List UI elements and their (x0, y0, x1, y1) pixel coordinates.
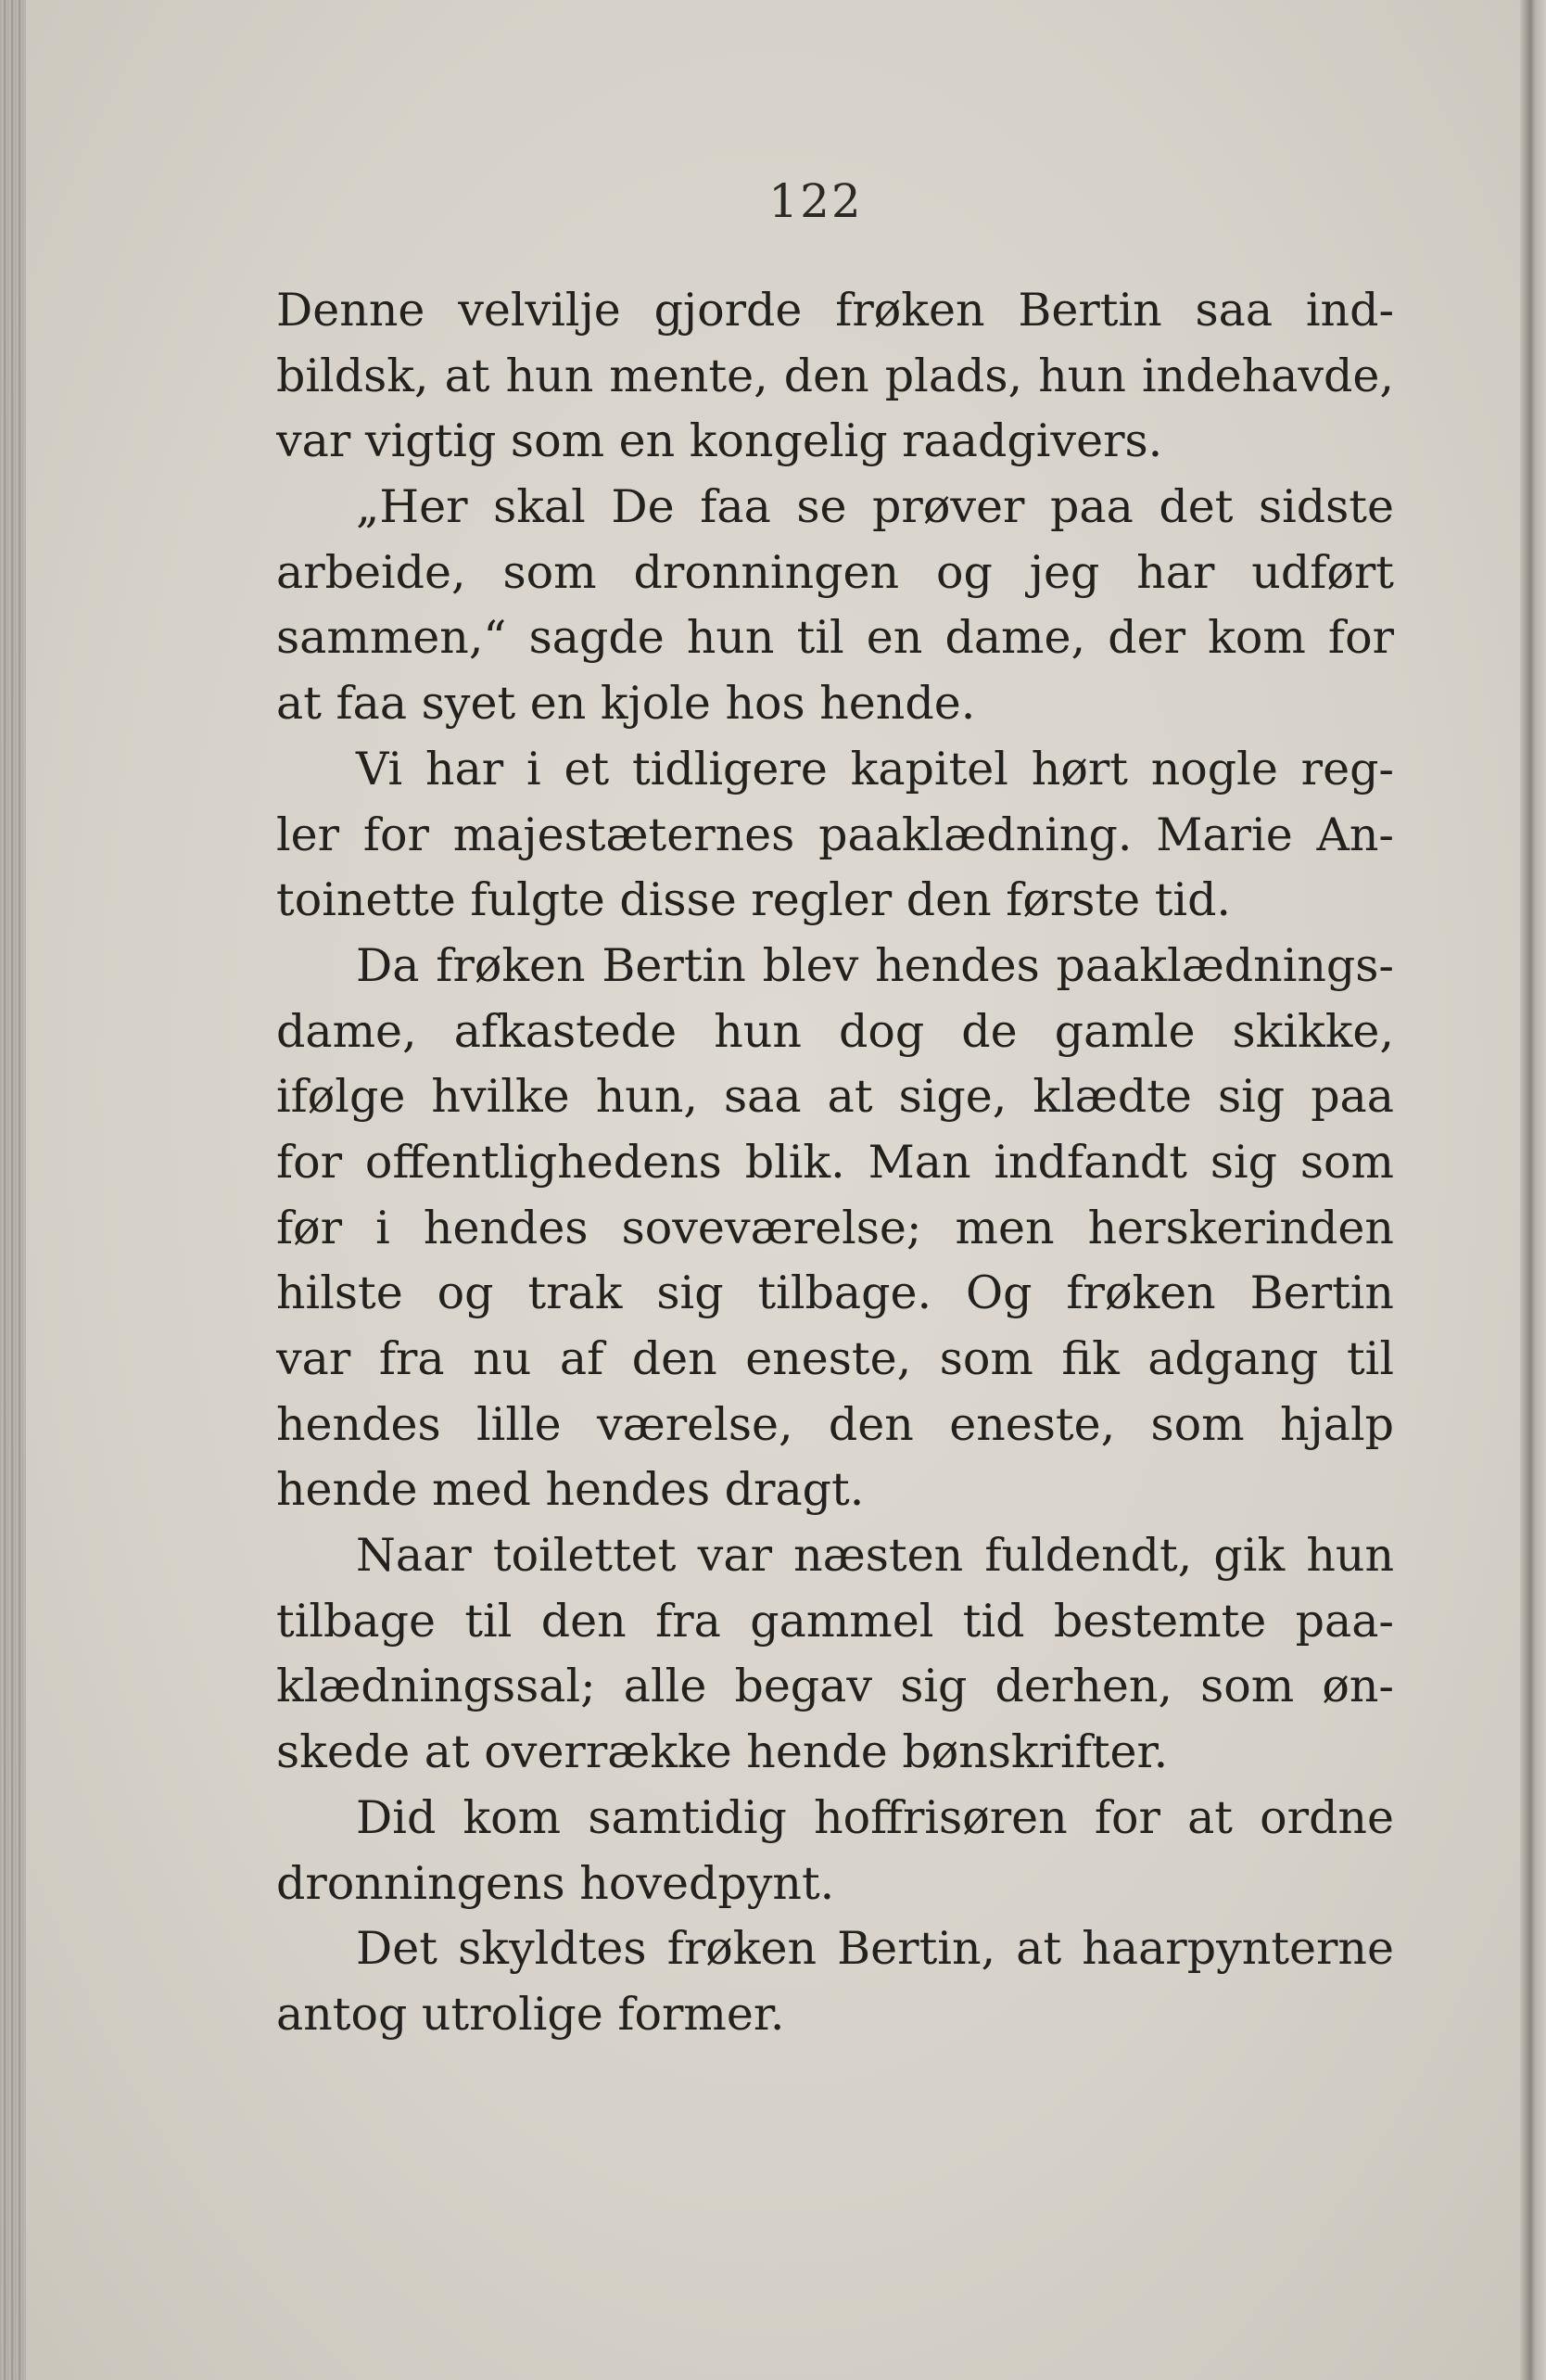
text-line: antog utrolige former. (276, 1987, 785, 2041)
text-line: Vi har i et tidligere kapitel hørt nogle reg- (356, 742, 1394, 795)
body-text (276, 278, 1394, 2048)
text-line: toinette fulgte disse regler den første tid. (276, 873, 1232, 927)
text-line: dame, afkastede hun dog de gamle skikke, (276, 1004, 1394, 1058)
text-line: arbeide, som dronningen og jeg har udført (276, 545, 1394, 599)
page-number: 122 (768, 174, 863, 228)
text-line: „Her skal De faa se prøver paa det sidste (356, 480, 1394, 534)
text-line: hendes lille værelse, den eneste, som hjalp (276, 1397, 1394, 1451)
text-line: hende med hendes dragt. (276, 1463, 865, 1517)
page-edge (1520, 0, 1546, 2380)
text-line: før i hendes soveværelse; men herskerinden (276, 1201, 1394, 1254)
page-binding (0, 0, 26, 2380)
text-line: Denne velvilje gjorde frøken Bertin saa ind- (276, 284, 1394, 337)
text-line: tilbage til den fra gammel tid bestemte paa- (276, 1594, 1394, 1648)
text-line: skede at overrække hende bønskrifter. (276, 1725, 1169, 1779)
text-line: dronningens hovedpynt. (276, 1856, 835, 1910)
text-line: Det skyldtes frøken Bertin, at haarpynterne (356, 1922, 1394, 1976)
text-line: ifølge hvilke hun, saa at sige, klædte sig paa (276, 1070, 1394, 1124)
text-line: at faa syet en kjole hos hende. (276, 677, 976, 731)
text-line: for offentlighedens blik. Man indfandt sig som (276, 1135, 1394, 1189)
text-line: var vigtig som en kongelig raadgivers. (276, 414, 1163, 468)
text-line: var fra nu af den eneste, som fik adgang til (276, 1332, 1394, 1385)
text-line: bildsk, at hun mente, den plads, hun indehavde, (276, 349, 1394, 402)
text-line: Did kom samtidig hoffrisøren for at ordne (356, 1790, 1394, 1844)
text-line: klædningssal; alle begav sig derhen, som øn- (276, 1660, 1394, 1713)
text-line: Naar toilettet var næsten fuldendt, gik hun (356, 1529, 1394, 1583)
text-line: ler for majestæternes paaklædning. Marie An- (276, 808, 1394, 861)
text-line: sammen,“ sagde hun til en dame, der kom for (276, 611, 1394, 665)
text-line: hilste og trak sig tilbage. Og frøken Bertin (276, 1266, 1394, 1320)
text-line: Da frøken Bertin blev hendes paaklædnings- (356, 938, 1394, 992)
